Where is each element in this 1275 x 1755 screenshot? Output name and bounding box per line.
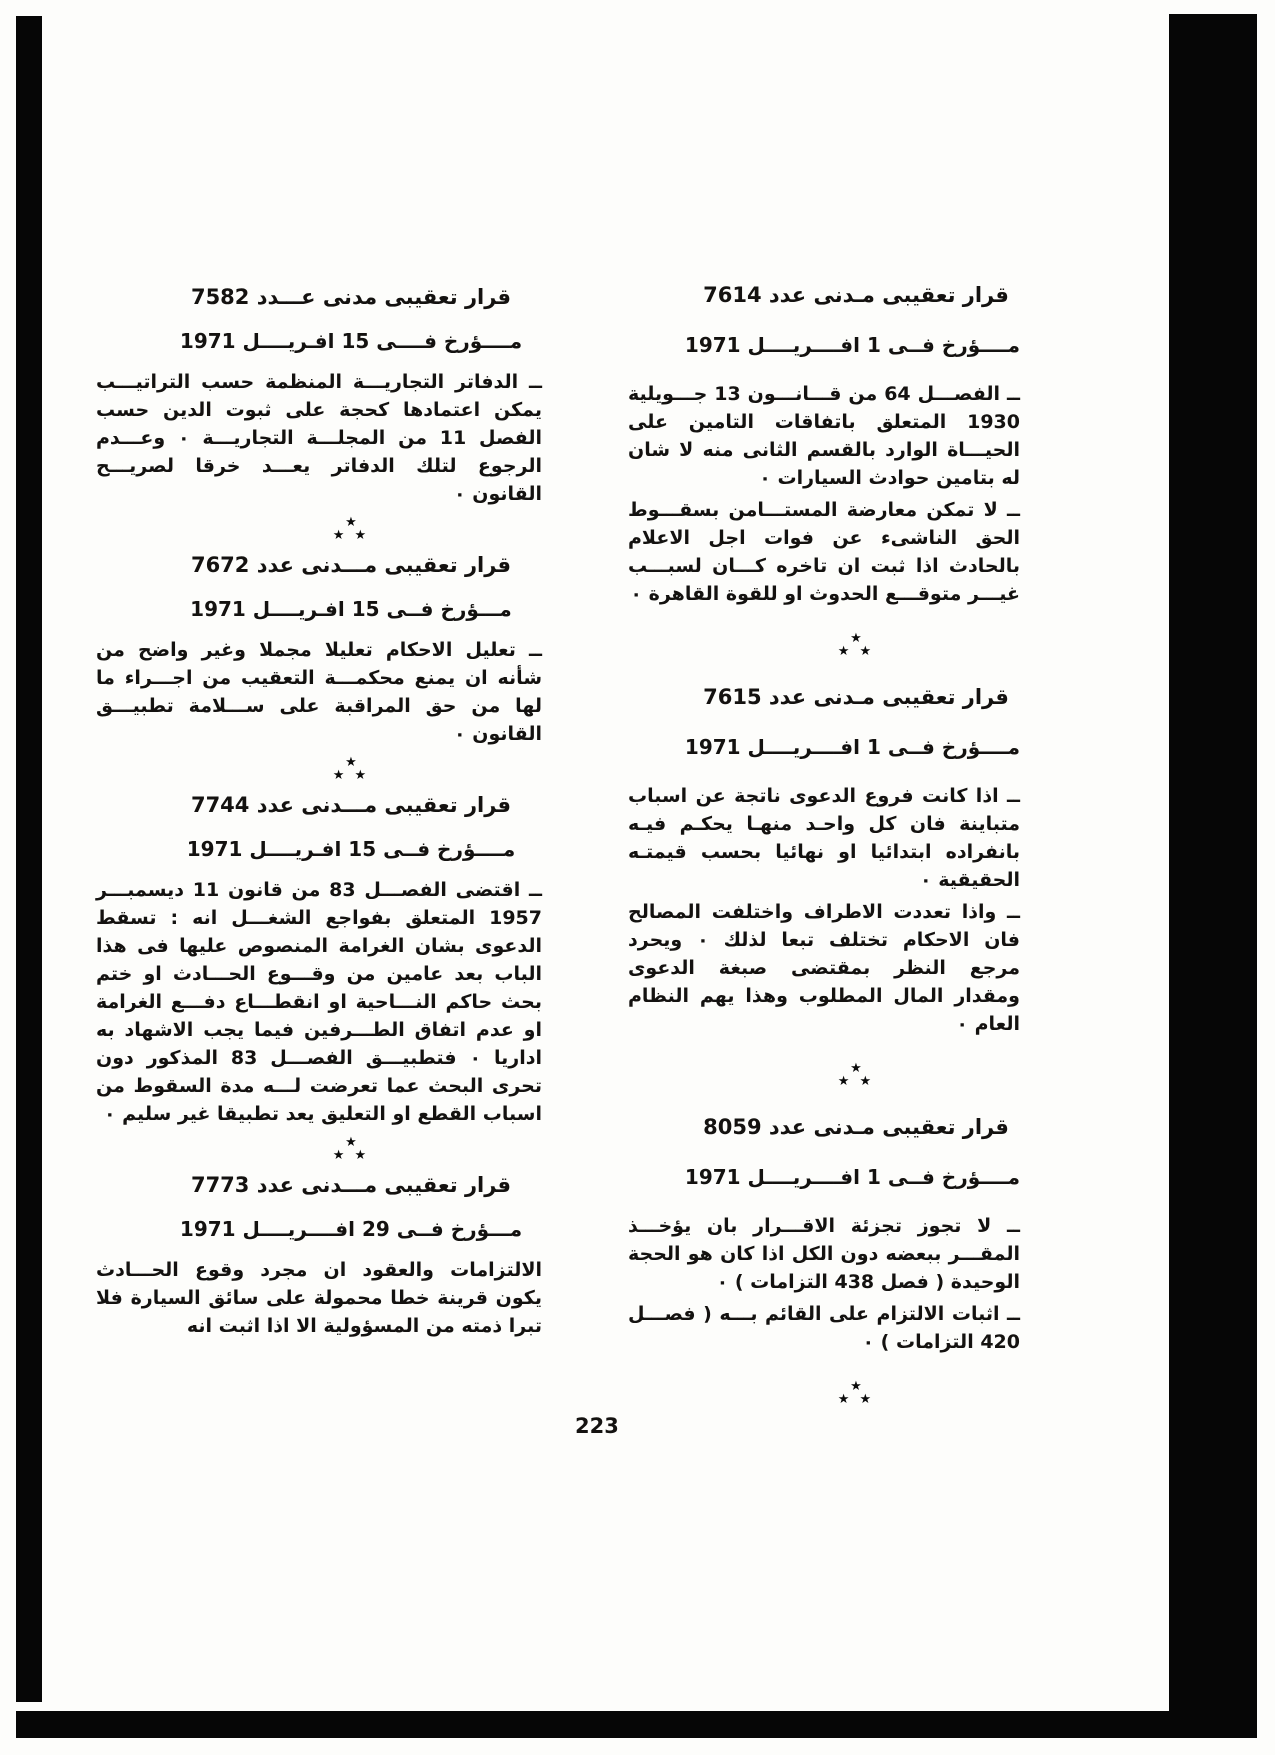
star-icon: ★ ★: [837, 1392, 875, 1407]
decision-body: [96, 636, 542, 748]
decision-bullet: ــ اقتضى الفصـــل 83 من قانون 11 ديسمبـــر 1957 المتعلق بفواجع الشغـــل انه : تسقط الدعوى بشان الغرامة المنصوص عليها فى هذا الباب بعد عامين من وقـــوع الحـــادث او ختم بحث حاكم النـــاحية او انقطـــاع دفـــع الغرامة او عدم اتفاق الطـــرفين فيما يجب الاشهاد به اداريا ٠ فتطبيـــق الفصـــل 83 المذكور دون تحرى البحث عما تعرضت لـــه مدة السقوط من اسباب القطع او التعليق يعد تطبيقا غير سليم ٠: [96, 879, 542, 1125]
star-icon: ★ ★: [332, 1148, 370, 1163]
decision-body: [96, 876, 542, 1128]
decision-body: [628, 782, 1020, 1038]
decision-bullet: ــ اذا كانت فروع الدعوى ناتجة عن اسباب متباينة فان كل واحـد منهـا يحكـم فيـه بانفراده ابتدائيا او نهائيا بحسب قيمتـه الحقيقية ٠: [628, 785, 1020, 891]
column-left: [96, 282, 542, 1340]
decision-body: [96, 1256, 542, 1340]
decision-entry: [96, 282, 542, 508]
stars-separator: [692, 1380, 1020, 1406]
decision-title: قرار تعقيبى مـدنى عدد 8059: [703, 1115, 1009, 1139]
decision-body: [96, 368, 542, 508]
decision-bullet: ــ اثبات الالتزام على القائم بـــه ( فصـــل 420 التزامات ) ٠: [628, 1303, 1020, 1353]
decision-date: مــــؤرخ فــــى 15 افـريــــل 1971: [179, 329, 523, 353]
decision-date: مـــؤرخ فــى 29 افــــريــــل 1971: [179, 1217, 523, 1241]
star-icon: ★: [850, 1061, 862, 1076]
decision-entry: [96, 790, 542, 1128]
decision-body: [628, 380, 1020, 608]
decision-date: مــــؤرخ فــى 15 افـريــــل 1971: [186, 837, 516, 861]
decision-title: قرار تعقيبى مـدنى عدد 7615: [703, 685, 1009, 709]
decision-bullet: ــ تعليل الاحكام تعليلا مجملا وغير واضح من شأنه ان يمنع محكمـــة التعقيب من اجـــراء ما لها من حق المراقبة على ســـلامة تطبيـــق القانون ٠: [96, 639, 542, 745]
decision-head: [160, 1170, 542, 1244]
stars-separator: [692, 1062, 1020, 1088]
star-icon: ★: [345, 515, 357, 530]
decision-head: [160, 282, 542, 356]
star-icon: ★ ★: [837, 644, 875, 659]
decision-date: مــــؤرخ فــى 1 افــــريــــل 1971: [684, 333, 1020, 357]
column-right: [628, 280, 1020, 1430]
star-icon: ★: [345, 1135, 357, 1150]
decision-head: [684, 1112, 1020, 1192]
decision-bullet: ــ الدفاتر التجاريـــة المنظمة حسب التراتيـــب يمكن اعتمادها كحجة على ثبوت الدين حسب الفصل 11 من المجلـــة التجاريـــة ٠ وعـــدم الرجوع لتلك الدفاتر يعـــد خرقا لصريـــح القانون ٠: [96, 371, 542, 505]
decision-head: [684, 280, 1020, 360]
scan-border-bottom: [16, 1711, 1257, 1738]
decision-bullet: ــ الفصـــل 64 من قـــانـــون 13 جـــويلية 1930 المتعلق باتفاقات التامين على الحيـــاة الوارد بالقسم الثانى منه لا شان له بتامين حوادث السيارات ٠: [628, 383, 1021, 489]
decision-title: قرار تعقيبى مـــدنى عدد 7744: [190, 793, 512, 817]
stars-separator: [160, 1136, 542, 1162]
decision-entry: [96, 550, 542, 748]
star-icon: ★ ★: [837, 1074, 875, 1089]
decision-entry: [628, 682, 1020, 1038]
star-icon: ★: [850, 631, 862, 646]
page-number: 223: [575, 1414, 619, 1438]
stars-separator: [160, 756, 542, 782]
star-icon: ★ ★: [332, 528, 370, 543]
stars-separator: [692, 632, 1020, 658]
decision-bullet: ــ لا تجوز تجزئة الاقـــرار بان يؤخـــذ المقـــر ببعضه دون الكل اذا كان هو الحجة الوحيدة ( فصل 438 التزامات ) ٠: [628, 1215, 1020, 1293]
star-icon: ★: [850, 1379, 862, 1394]
decision-head: [684, 682, 1020, 762]
decision-bullet: ــ لا تمكن معارضة المستـــامن بسقـــوط الحق الناشىء عن فوات اجل الاعلام بالحادث اذا ثبت ان تاخره كـــان لسبـــب غيـــر متوقـــع الحدوث او للقوة القاهرة ٠: [628, 499, 1020, 605]
stars-separator: [160, 516, 542, 542]
decision-date: مــــؤرخ فــى 1 افــــريــــل 1971: [684, 1165, 1020, 1189]
decision-head: [160, 550, 542, 624]
decision-entry: [628, 1112, 1020, 1356]
scan-border-right: [1169, 14, 1257, 1738]
scan-border-left: [16, 16, 42, 1702]
decision-title: قرار تعقيبى مـدنى عدد 7614: [703, 283, 1009, 307]
decision-body: [628, 1212, 1020, 1356]
decision-title: قرار تعقيبى مدنى عـــدد 7582: [190, 285, 512, 309]
decision-entry: [628, 280, 1020, 608]
decision-bullet: ــ واذا تعددت الاطراف واختلفت المصالح فان الاحكام تختلف تبعا لذلك ٠ ويحرد مرجع النظر بمقتضى صبغة الدعوى ومقدار المال المطلوب وهذا يهم النظام العام ٠: [628, 901, 1020, 1035]
decision-date: مـــؤرخ فــى 15 افـريــــل 1971: [190, 597, 512, 621]
decision-head: [160, 790, 542, 864]
star-icon: ★ ★: [332, 768, 370, 783]
decision-entry: [96, 1170, 542, 1340]
decision-title: قرار تعقيبى مـــدنى عدد 7773: [190, 1173, 512, 1197]
decision-title: قرار تعقيبى مـــدنى عدد 7672: [190, 553, 512, 577]
star-icon: ★: [345, 755, 357, 770]
decision-date: مــــؤرخ فــى 1 افــــريــــل 1971: [684, 735, 1020, 759]
decision-bullet: الالتزامات والعقود ان مجرد وقوع الحـــادث يكون قرينة خطا محمولة على سائق السيارة فلا تبرا ذمته من المسؤولية الا اذا اثبت انه: [96, 1259, 542, 1337]
